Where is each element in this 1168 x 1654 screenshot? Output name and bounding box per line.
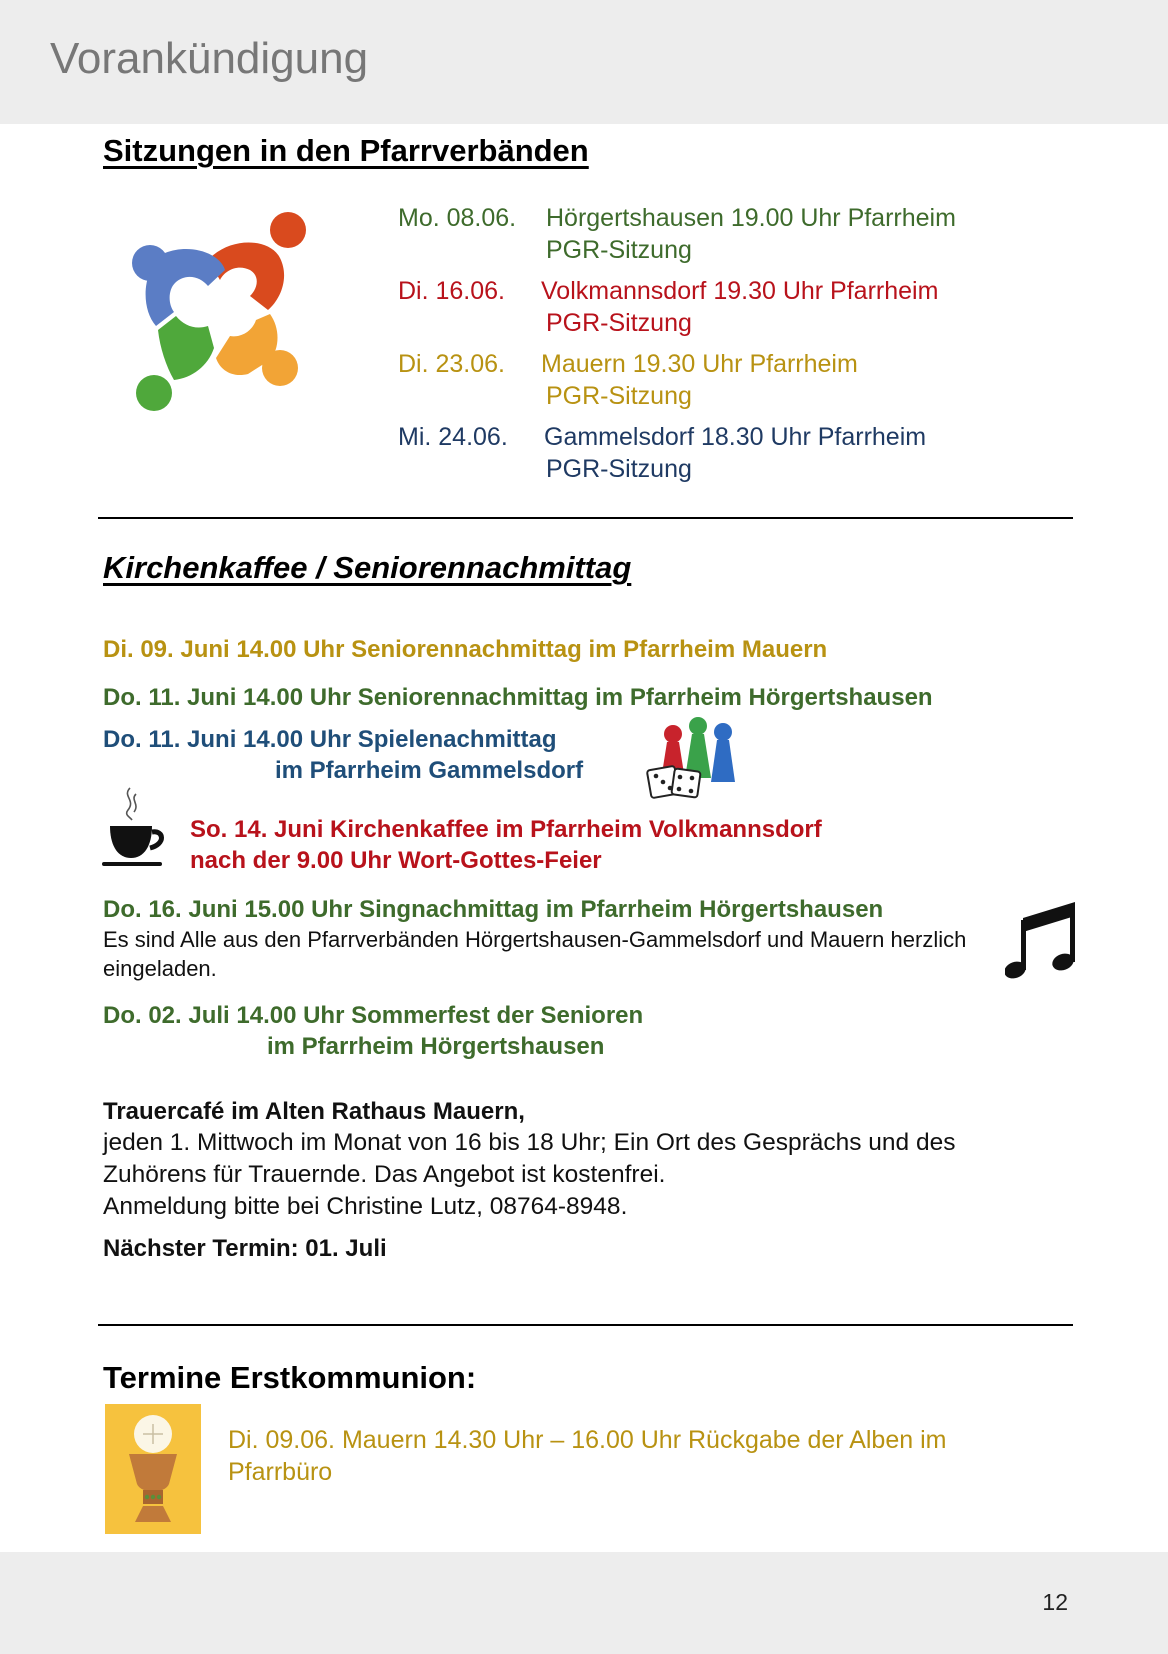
erstkommunion-entry-line-1: Di. 09.06. Mauern 14.30 Uhr – 16.00 Uhr Rückgabe der Alben im: [228, 1426, 947, 1454]
divider: [98, 1324, 1073, 1326]
sitzung-text: Mauern 19.30 Uhr Pfarrheim: [541, 350, 858, 378]
trauercafe-next-date: Nächster Termin: 01. Juli: [103, 1235, 387, 1262]
section-title-kirchenkaffee: Kirchenkaffee / Seniorennachmittag: [103, 550, 632, 585]
trauercafe-title: Trauercafé im Alten Rathaus Mauern,: [103, 1098, 525, 1125]
trauercafe-text-2: Zuhörens für Trauernde. Das Angebot ist kostenfrei.: [103, 1161, 666, 1188]
chalice-host-icon: [105, 1404, 201, 1539]
sitzung-entry-4: [398, 421, 926, 485]
section-title-sitzungen: Sitzungen in den Pfarrverbänden: [103, 133, 589, 168]
sitzung-text: Hörgertshausen 19.00 Uhr Pfarrheim: [546, 204, 956, 232]
sitzung-entry-1: [398, 202, 956, 266]
sitzung-text: Volkmannsdorf 19.30 Uhr Pfarrheim: [541, 277, 939, 305]
event-kirchenkaffee-note: nach der 9.00 Uhr Wort-Gottes-Feier: [190, 847, 602, 874]
event-kirchenkaffee: So. 14. Juni Kirchenkaffee im Pfarrheim Volkmannsdorf: [190, 816, 822, 843]
sitzung-entry-3: [398, 348, 858, 412]
erstkommunion-entry: [228, 1424, 946, 1488]
event-singnachmittag: Do. 16. Juni 15.00 Uhr Singnachmittag im Pfarrheim Hörgertshausen: [103, 896, 884, 923]
page-header-title: Vorankündigung: [50, 34, 369, 83]
community-people-icon: [130, 208, 310, 423]
sitzung-text: Gammelsdorf 18.30 Uhr Pfarrheim: [544, 423, 927, 451]
erstkommunion-entry-line-2: Pfarrbüro: [228, 1458, 333, 1486]
header-band: [0, 0, 1168, 124]
footer-band: [0, 1552, 1168, 1654]
event-singnachmittag-text: Es sind Alle aus den Pfarrverbänden Hörgertshausen-Gammelsdorf und Mauern herzlich eingeladen.: [103, 927, 967, 981]
event-seniorennachmittag-hoergertshausen: Do. 11. Juni 14.00 Uhr Seniorennachmittag im Pfarrheim Hörgertshausen: [103, 684, 933, 711]
sitzung-sub: PGR-Sitzung: [546, 382, 692, 410]
event-sommerfest-place: im Pfarrheim Hörgertshausen: [267, 1033, 605, 1060]
sitzung-date: Mi. 24.06.: [398, 423, 508, 451]
trauercafe-text-3: Anmeldung bitte bei Christine Lutz, 08764-8948.: [103, 1193, 628, 1220]
sitzung-sub: PGR-Sitzung: [546, 236, 692, 264]
coffee-cup-icon: [102, 786, 168, 873]
event-spielenachmittag: Do. 11. Juni 14.00 Uhr Spielenachmittag: [103, 726, 557, 753]
divider: [98, 517, 1073, 519]
music-note-icon: [1005, 898, 1079, 987]
sitzung-date: Mo. 08.06.: [398, 204, 517, 232]
event-spielenachmittag-place: im Pfarrheim Gammelsdorf: [275, 757, 584, 784]
sitzung-sub: PGR-Sitzung: [546, 455, 692, 483]
page-number: 12: [1042, 1589, 1068, 1615]
event-seniorennachmittag-mauern: Di. 09. Juni 14.00 Uhr Seniorennachmittag im Pfarrheim Mauern: [103, 636, 828, 663]
section-title-erstkommunion: Termine Erstkommunion:: [103, 1360, 477, 1395]
sitzung-sub: PGR-Sitzung: [546, 309, 692, 337]
board-game-pieces-icon: [645, 716, 745, 805]
trauercafe-text-1: jeden 1. Mittwoch im Monat von 16 bis 18 Uhr; Ein Ort des Gesprächs und des: [103, 1129, 956, 1156]
sitzung-date: Di. 16.06.: [398, 277, 506, 305]
sitzung-date: Di. 23.06.: [398, 350, 506, 378]
sitzung-entry-2: [398, 275, 938, 339]
event-sommerfest: Do. 02. Juli 14.00 Uhr Sommerfest der Senioren: [103, 1002, 644, 1029]
